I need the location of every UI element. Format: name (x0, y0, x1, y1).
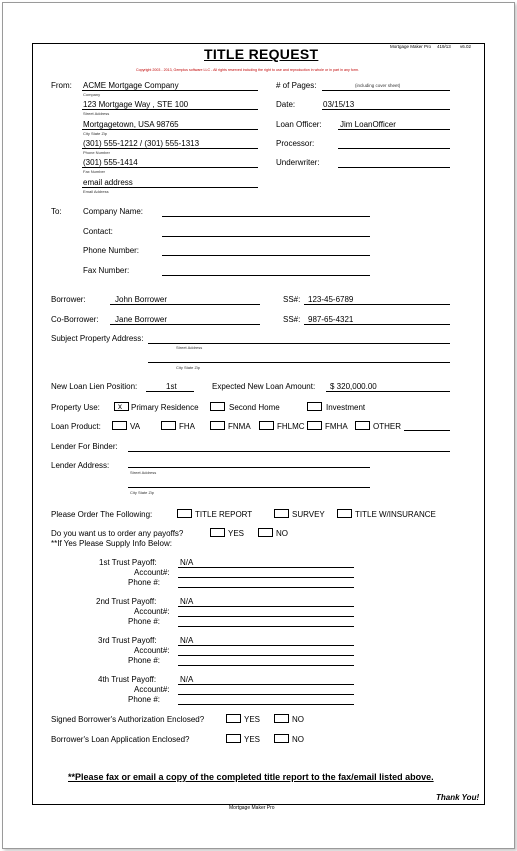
co-ssn-value[interactable]: 987-65-4321 (308, 315, 354, 324)
payoff-question: Do you want us to order any payoffs? (51, 529, 184, 538)
borrower-line (110, 304, 260, 305)
underwriter-line[interactable] (338, 167, 450, 168)
from-phone[interactable]: (301) 555-1212 / (301) 555-1313 (83, 139, 200, 148)
payoff-yes-label: YES (228, 529, 245, 538)
copyright-notice: Copyright 2003 - 2013, Gemplus software LLC - All rights reserved including the right to use and reproduction in whole or in part in any form. (136, 68, 359, 72)
fha-label: FHA (179, 422, 195, 431)
primary-residence-label: Primary Residence (131, 403, 199, 412)
second-home-checkbox[interactable] (210, 402, 225, 411)
payoff-4-line (178, 684, 354, 685)
property-use-label: Property Use: (51, 403, 100, 412)
payoff-3-phone-label: Phone #: (128, 656, 161, 665)
from-street-line (82, 109, 258, 110)
survey-label: SURVEY (292, 510, 325, 519)
ssn-label: SS#: (283, 295, 301, 304)
fhlmc-label: FHLMC (277, 422, 305, 431)
fha-checkbox[interactable] (161, 421, 176, 430)
app-no-checkbox[interactable] (274, 734, 289, 743)
loan-officer-line (338, 129, 450, 130)
co-ssn-line (304, 324, 450, 325)
app-no-label: NO (292, 735, 304, 744)
from-company[interactable]: ACME Mortgage Company (83, 81, 179, 90)
payoff-2-account-line[interactable] (178, 616, 354, 617)
payoff-3-label: 3rd Trust Payoff: (98, 636, 157, 645)
lender-city-line[interactable] (128, 487, 370, 488)
payoff-3-line (178, 645, 354, 646)
coborrower-value[interactable]: Jane Borrower (115, 315, 168, 324)
payoff-1-phone-line[interactable] (178, 587, 354, 588)
payoff-3-value[interactable]: N/A (180, 636, 194, 645)
to-contact-line[interactable] (162, 236, 370, 237)
pages-line[interactable] (322, 90, 450, 91)
va-label: VA (130, 422, 141, 431)
payoff-3-account-line[interactable] (178, 655, 354, 656)
fmha-checkbox[interactable] (307, 421, 322, 430)
lender-street-caption: Street Address (130, 470, 157, 475)
fnma-checkbox[interactable] (210, 421, 225, 430)
subject-street-caption: Street Address (176, 345, 203, 350)
other-label: OTHER (373, 422, 401, 431)
to-label: To: (51, 207, 62, 216)
auth-enclosed-label: Signed Borrower's Authorization Enclosed? (51, 715, 205, 724)
to-fax-label: Fax Number: (83, 266, 130, 275)
caption-company: Company (83, 92, 101, 97)
page-title: TITLE REQUEST (204, 46, 319, 62)
footer-note: **Please fax or email a copy of the completed title report to the fax/email listed above. (68, 772, 434, 782)
payoff-4-phone-line[interactable] (178, 704, 354, 705)
auth-yes-label: YES (244, 715, 261, 724)
payoff-no-label: NO (276, 529, 288, 538)
payoff-4-account-label: Account#: (134, 685, 170, 694)
from-street[interactable]: 123 Mortgage Way , STE 100 (83, 100, 189, 109)
lien-label: New Loan Lien Position: (51, 382, 138, 391)
payoff-2-phone-line[interactable] (178, 626, 354, 627)
processor-label: Processor: (276, 139, 315, 148)
app-yes-checkbox[interactable] (226, 734, 241, 743)
borrower-label: Borrower: (51, 295, 86, 304)
other-checkbox[interactable] (355, 421, 370, 430)
order-label: Please Order The Following: (51, 510, 153, 519)
loan-officer-value[interactable]: Jim LoanOfficer (340, 120, 396, 129)
payoff-4-value[interactable]: N/A (180, 675, 194, 684)
payoff-no-checkbox[interactable] (258, 528, 273, 537)
payoff-4-account-line[interactable] (178, 694, 354, 695)
to-phone-line[interactable] (162, 255, 370, 256)
caption-email: Email Address (83, 189, 109, 194)
app-yes-label: YES (244, 735, 261, 744)
coborrower-line (110, 324, 260, 325)
amount-value[interactable]: $ 320,000.00 (330, 382, 377, 391)
from-email[interactable]: email address (83, 178, 133, 187)
amount-label: Expected New Loan Amount: (212, 382, 316, 391)
fnma-label: FNMA (228, 422, 251, 431)
survey-checkbox[interactable] (274, 509, 289, 518)
payoff-2-line (178, 606, 354, 607)
fhlmc-checkbox[interactable] (259, 421, 274, 430)
from-city-line (82, 129, 258, 130)
payoff-2-phone-label: Phone #: (128, 617, 161, 626)
lender-binder-label: Lender For Binder: (51, 442, 118, 451)
lien-line (146, 391, 194, 392)
thank-you: Thank You! (436, 793, 480, 802)
coborrower-label: Co-Borrower: (51, 315, 99, 324)
payoff-3-account-label: Account#: (134, 646, 170, 655)
auth-yes-checkbox[interactable] (226, 714, 241, 723)
caption-city: City State Zip (83, 131, 108, 136)
title-insurance-label: TITLE W/INSURANCE (355, 510, 436, 519)
pages-label: # of Pages: (276, 81, 317, 90)
date-label: Date: (276, 100, 296, 109)
date-line (322, 109, 450, 110)
other-line[interactable] (404, 430, 450, 431)
co-ssn-label: SS#: (283, 315, 301, 324)
to-contact-label: Contact: (83, 227, 113, 236)
primary-residence-checkbox[interactable] (114, 402, 129, 411)
version: v6.02 (460, 44, 472, 49)
lender-street-line[interactable] (128, 467, 370, 468)
from-label: From: (51, 81, 72, 90)
to-company-line[interactable] (162, 216, 370, 217)
to-fax-line[interactable] (162, 275, 370, 276)
pages-note: (including cover sheet) (355, 83, 401, 88)
to-company-label: Company Name: (83, 207, 144, 216)
payoff-1-account-label: Account#: (134, 568, 170, 577)
from-city[interactable]: Mortgagetown, USA 98765 (83, 120, 179, 129)
subject-city-caption: City State Zip (176, 365, 201, 370)
ssn-value[interactable]: 123-45-6789 (308, 295, 354, 304)
payoff-3-phone-line[interactable] (178, 665, 354, 666)
payoff-1-line (178, 567, 354, 568)
payoff-1-value[interactable]: N/A (180, 558, 194, 567)
lender-city-caption: City State Zip (130, 490, 155, 495)
subject-property-label: Subject Property Address: (51, 334, 144, 343)
lien-value[interactable]: 1st (166, 382, 177, 391)
from-fax-line (82, 167, 258, 168)
va-checkbox[interactable] (112, 421, 127, 430)
title-report-label: TITLE REPORT (195, 510, 253, 519)
from-email-line (82, 187, 258, 188)
subject-street-line[interactable] (148, 343, 450, 344)
payoff-4-phone-label: Phone #: (128, 695, 161, 704)
from-phone-line (82, 148, 258, 149)
payoff-1-label: 1st Trust Payoff: (99, 558, 157, 567)
app-enclosed-label: Borrower's Loan Application Enclosed? (51, 735, 190, 744)
auth-no-checkbox[interactable] (274, 714, 289, 723)
payoff-note: **If Yes Please Supply Info Below: (51, 539, 172, 548)
caption-fax: Fax Number (83, 169, 106, 174)
loan-product-label: Loan Product: (51, 422, 101, 431)
payoff-1-phone-label: Phone #: (128, 578, 161, 587)
loan-officer-label: Loan Officer: (276, 120, 322, 129)
investment-label: Investment (326, 403, 366, 412)
payoff-1-account-line[interactable] (178, 577, 354, 578)
form-code: 419/13 (437, 44, 451, 49)
date-value[interactable]: 03/15/13 (323, 100, 355, 109)
payoff-2-account-label: Account#: (134, 607, 170, 616)
subject-city-line[interactable] (148, 362, 450, 363)
fmha-label: FMHA (325, 422, 348, 431)
payoff-yes-checkbox[interactable] (210, 528, 225, 537)
from-company-line (82, 90, 258, 91)
auth-no-label: NO (292, 715, 304, 724)
footer-caption: Mortgage Maker Pro (229, 805, 275, 811)
processor-line[interactable] (338, 148, 450, 149)
to-phone-label: Phone Number: (83, 246, 140, 255)
from-fax[interactable]: (301) 555-1414 (83, 158, 138, 167)
primary-residence-mark: x (118, 402, 122, 411)
caption-phone: Phone Number (83, 150, 110, 155)
software-name: Mortgage Maker Pro (390, 44, 432, 49)
title-report-checkbox[interactable] (177, 509, 192, 518)
ssn-line (304, 304, 450, 305)
payoff-2-value[interactable]: N/A (180, 597, 194, 606)
underwriter-label: Underwriter: (276, 158, 320, 167)
borrower-value[interactable]: John Borrower (115, 295, 168, 304)
amount-line (326, 391, 450, 392)
payoff-4-label: 4th Trust Payoff: (98, 675, 157, 684)
caption-street: Street Address (83, 111, 110, 116)
lender-address-label: Lender Address: (51, 461, 110, 470)
payoff-2-label: 2nd Trust Payoff: (96, 597, 157, 606)
title-insurance-checkbox[interactable] (337, 509, 352, 518)
investment-checkbox[interactable] (307, 402, 322, 411)
second-home-label: Second Home (229, 403, 280, 412)
lender-binder-line[interactable] (128, 451, 450, 452)
